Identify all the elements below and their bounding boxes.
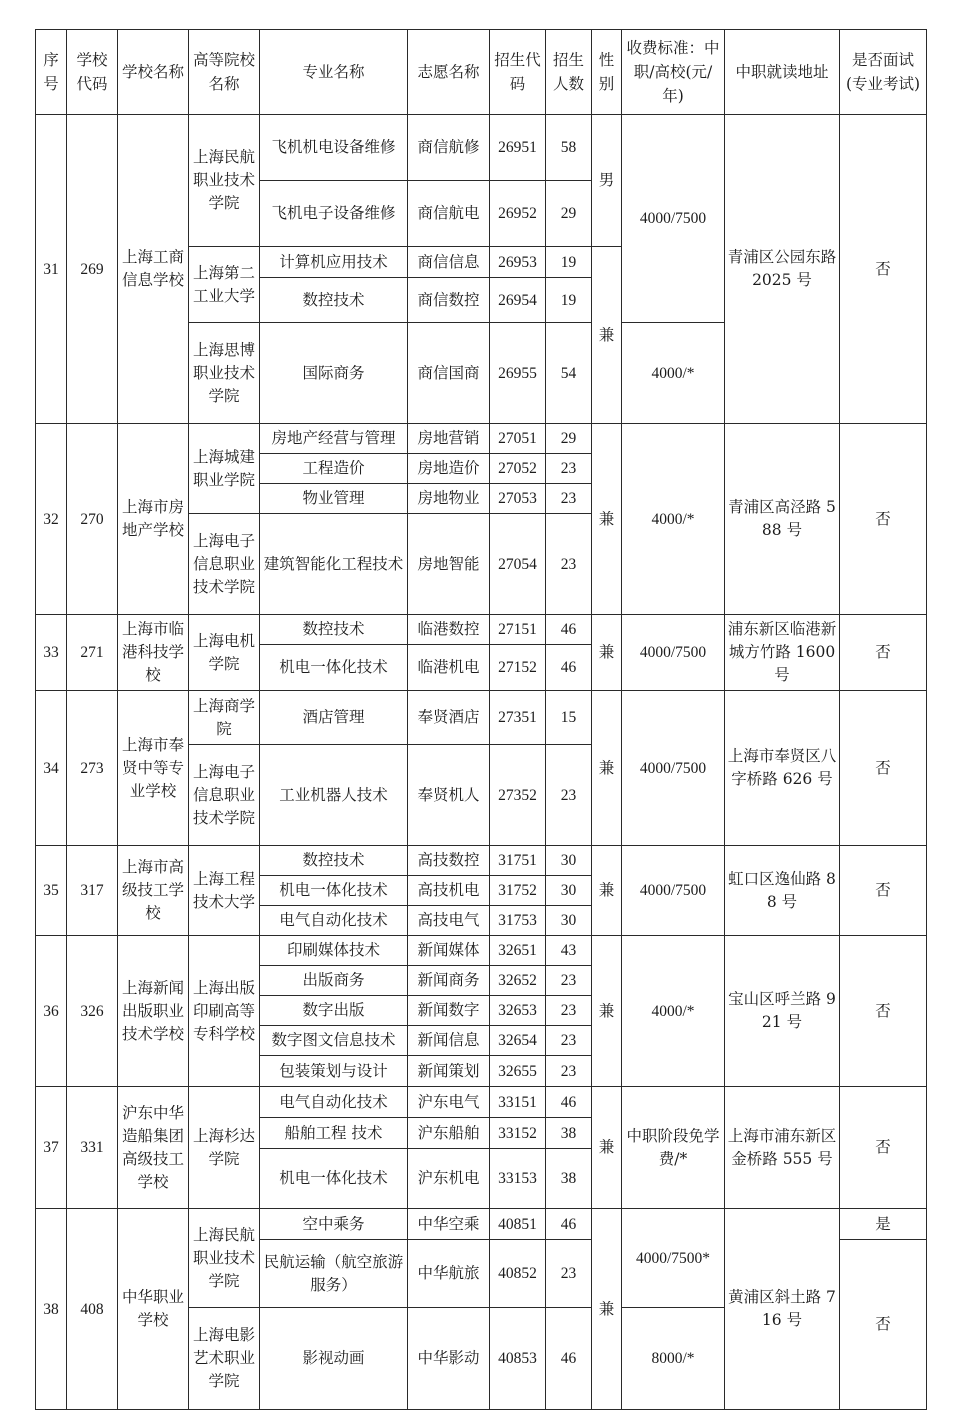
interview-cell: 否 <box>840 691 927 846</box>
wish-name-cell: 新闻媒体 <box>408 936 490 966</box>
seq-cell: 31 <box>36 115 67 424</box>
college-cell: 上海工程技术大学 <box>189 846 260 936</box>
school-code-cell: 326 <box>67 936 118 1087</box>
enroll-count-cell: 23 <box>546 454 592 484</box>
enroll-code-cell: 27152 <box>490 645 546 691</box>
fee-cell: 8000/* <box>622 1308 725 1410</box>
school-name-cell: 上海市临港科技学校 <box>118 615 189 691</box>
school-code-cell: 331 <box>67 1087 118 1209</box>
table-row <box>36 936 927 966</box>
major-cell: 空中乘务 <box>260 1209 408 1240</box>
wish-name-cell: 新闻信息 <box>408 1026 490 1056</box>
enroll-count-cell: 29 <box>546 181 592 247</box>
seq-cell: 38 <box>36 1209 67 1410</box>
wish-name-cell: 新闻商务 <box>408 966 490 996</box>
enroll-count-cell: 46 <box>546 615 592 645</box>
enroll-count-cell: 38 <box>546 1149 592 1209</box>
major-cell: 影视动画 <box>260 1308 408 1410</box>
enroll-code-cell: 33152 <box>490 1118 546 1149</box>
major-cell: 出版商务 <box>260 966 408 996</box>
school-name-cell: 中华职业学校 <box>118 1209 189 1410</box>
fee-cell: 4000/7500 <box>622 115 725 323</box>
table-row <box>36 115 927 181</box>
school-name-cell: 上海工商信息学校 <box>118 115 189 424</box>
enroll-count-cell: 54 <box>546 323 592 424</box>
header-address: 中职就读地址 <box>725 30 840 115</box>
interview-cell: 否 <box>840 846 927 936</box>
wish-name-cell: 高技数控 <box>408 846 490 876</box>
wish-name-cell: 高技机电 <box>408 876 490 906</box>
major-cell: 建筑智能化工程技术 <box>260 514 408 615</box>
major-cell: 国际商务 <box>260 323 408 424</box>
enroll-count-cell: 29 <box>546 424 592 454</box>
enroll-code-cell: 40852 <box>490 1240 546 1308</box>
enroll-code-cell: 27054 <box>490 514 546 615</box>
gender-cell: 男 <box>592 115 622 247</box>
fee-cell: 4000/7500* <box>622 1209 725 1308</box>
enroll-count-cell: 30 <box>546 906 592 936</box>
school-name-cell: 上海市房地产学校 <box>118 424 189 615</box>
gender-cell: 兼 <box>592 846 622 936</box>
enroll-count-cell: 38 <box>546 1118 592 1149</box>
wish-name-cell: 沪东机电 <box>408 1149 490 1209</box>
wish-name-cell: 商信航电 <box>408 181 490 247</box>
enroll-code-cell: 32651 <box>490 936 546 966</box>
major-cell: 船舶工程 技术 <box>260 1118 408 1149</box>
interview-cell: 否 <box>840 1240 927 1410</box>
major-cell: 物业管理 <box>260 484 408 514</box>
enroll-code-cell: 31753 <box>490 906 546 936</box>
college-cell: 上海电子信息职业技术学院 <box>189 514 260 615</box>
wish-name-cell: 中华航旅 <box>408 1240 490 1308</box>
wish-name-cell: 临港机电 <box>408 645 490 691</box>
major-cell: 工业机器人技术 <box>260 745 408 846</box>
table-row <box>36 691 927 745</box>
enroll-count-cell: 23 <box>546 966 592 996</box>
college-cell: 上海杉达学院 <box>189 1087 260 1209</box>
school-name-cell: 上海新闻出版职业技术学校 <box>118 936 189 1087</box>
enroll-count-cell: 23 <box>546 1240 592 1308</box>
fee-cell: 4000/* <box>622 323 725 424</box>
wish-name-cell: 奉贤机人 <box>408 745 490 846</box>
seq-cell: 37 <box>36 1087 67 1209</box>
fee-cell: 中职阶段免学费/* <box>622 1087 725 1209</box>
table-row <box>36 1209 927 1240</box>
enroll-code-cell: 33153 <box>490 1149 546 1209</box>
header-seq: 序号 <box>36 30 67 115</box>
enroll-count-cell: 46 <box>546 645 592 691</box>
wish-name-cell: 房地营销 <box>408 424 490 454</box>
interview-cell: 否 <box>840 115 927 424</box>
school-code-cell: 269 <box>67 115 118 424</box>
table-row <box>36 846 927 876</box>
college-cell: 上海商学院 <box>189 691 260 745</box>
major-cell: 飞机电子设备维修 <box>260 181 408 247</box>
enroll-code-cell: 32654 <box>490 1026 546 1056</box>
college-cell: 上海城建职业学院 <box>189 424 260 514</box>
wish-name-cell: 房地物业 <box>408 484 490 514</box>
fee-cell: 4000/* <box>622 936 725 1087</box>
major-cell: 机电一体化技术 <box>260 645 408 691</box>
college-cell: 上海民航职业技术学院 <box>189 1209 260 1308</box>
wish-name-cell: 中华空乘 <box>408 1209 490 1240</box>
enroll-count-cell: 58 <box>546 115 592 181</box>
table-row <box>36 1087 927 1118</box>
address-cell: 上海市浦东新区金桥路 555 号 <box>725 1087 840 1209</box>
header-enroll-count: 招生人数 <box>546 30 592 115</box>
interview-cell: 否 <box>840 1087 927 1209</box>
header-enroll-code: 招生代码 <box>490 30 546 115</box>
enroll-code-cell: 27053 <box>490 484 546 514</box>
enroll-count-cell: 15 <box>546 691 592 745</box>
header-interview: 是否面试(专业考试) <box>840 30 927 115</box>
major-cell: 数控技术 <box>260 846 408 876</box>
wish-name-cell: 商信信息 <box>408 247 490 278</box>
major-cell: 数字出版 <box>260 996 408 1026</box>
enroll-count-cell: 46 <box>546 1087 592 1118</box>
college-cell: 上海电子信息职业技术学院 <box>189 745 260 846</box>
table-row <box>36 615 927 645</box>
major-cell: 电气自动化技术 <box>260 1087 408 1118</box>
wish-name-cell: 房地造价 <box>408 454 490 484</box>
gender-cell: 兼 <box>592 1087 622 1209</box>
gender-cell: 兼 <box>592 936 622 1087</box>
enroll-count-cell: 19 <box>546 247 592 278</box>
address-cell: 浦东新区临港新城方竹路 1600 号 <box>725 615 840 691</box>
major-cell: 机电一体化技术 <box>260 876 408 906</box>
enroll-code-cell: 32652 <box>490 966 546 996</box>
major-cell: 数控技术 <box>260 278 408 323</box>
major-cell: 印刷媒体技术 <box>260 936 408 966</box>
header-wish-name: 志愿名称 <box>408 30 490 115</box>
major-cell: 房地产经营与管理 <box>260 424 408 454</box>
enroll-code-cell: 27052 <box>490 454 546 484</box>
seq-cell: 33 <box>36 615 67 691</box>
wish-name-cell: 新闻策划 <box>408 1056 490 1087</box>
enroll-code-cell: 26951 <box>490 115 546 181</box>
major-cell: 工程造价 <box>260 454 408 484</box>
wish-name-cell: 临港数控 <box>408 615 490 645</box>
seq-cell: 32 <box>36 424 67 615</box>
seq-cell: 36 <box>36 936 67 1087</box>
gender-cell: 兼 <box>592 691 622 846</box>
address-cell: 青浦区高泾路 588 号 <box>725 424 840 615</box>
major-cell: 计算机应用技术 <box>260 247 408 278</box>
school-code-cell: 408 <box>67 1209 118 1410</box>
enroll-count-cell: 23 <box>546 1056 592 1087</box>
fee-cell: 4000/* <box>622 424 725 615</box>
enroll-code-cell: 26955 <box>490 323 546 424</box>
wish-name-cell: 房地智能 <box>408 514 490 615</box>
wish-name-cell: 奉贤酒店 <box>408 691 490 745</box>
enroll-count-cell: 46 <box>546 1209 592 1240</box>
interview-cell: 否 <box>840 424 927 615</box>
wish-name-cell: 商信数控 <box>408 278 490 323</box>
header-fee: 收费标准：中职/高校(元/年) <box>622 30 725 115</box>
enrollment-table <box>35 29 927 1410</box>
address-cell: 上海市奉贤区八字桥路 626 号 <box>725 691 840 846</box>
college-cell: 上海民航职业技术学院 <box>189 115 260 247</box>
enroll-count-cell: 23 <box>546 514 592 615</box>
enroll-code-cell: 26952 <box>490 181 546 247</box>
wish-name-cell: 高技电气 <box>408 906 490 936</box>
interview-cell: 否 <box>840 936 927 1087</box>
enroll-code-cell: 32655 <box>490 1056 546 1087</box>
seq-cell: 35 <box>36 846 67 936</box>
enroll-count-cell: 19 <box>546 278 592 323</box>
enroll-code-cell: 27151 <box>490 615 546 645</box>
college-cell: 上海出版印刷高等专科学校 <box>189 936 260 1087</box>
enroll-count-cell: 23 <box>546 1026 592 1056</box>
address-cell: 宝山区呼兰路 921 号 <box>725 936 840 1087</box>
major-cell: 包装策划与设计 <box>260 1056 408 1087</box>
table-row <box>36 424 927 454</box>
enroll-code-cell: 32653 <box>490 996 546 1026</box>
enroll-code-cell: 26954 <box>490 278 546 323</box>
header-school-code: 学校代码 <box>67 30 118 115</box>
major-cell: 飞机机电设备维修 <box>260 115 408 181</box>
major-cell: 机电一体化技术 <box>260 1149 408 1209</box>
enroll-code-cell: 27352 <box>490 745 546 846</box>
header-college: 高等院校名称 <box>189 30 260 115</box>
major-cell: 酒店管理 <box>260 691 408 745</box>
enroll-code-cell: 27351 <box>490 691 546 745</box>
wish-name-cell: 商信航修 <box>408 115 490 181</box>
interview-cell: 否 <box>840 615 927 691</box>
fee-cell: 4000/7500 <box>622 846 725 936</box>
gender-cell: 兼 <box>592 1209 622 1410</box>
enroll-count-cell: 30 <box>546 876 592 906</box>
header-gender: 性别 <box>592 30 622 115</box>
gender-cell: 兼 <box>592 615 622 691</box>
major-cell: 数字图文信息技术 <box>260 1026 408 1056</box>
header-school-name: 学校名称 <box>118 30 189 115</box>
enroll-count-cell: 23 <box>546 996 592 1026</box>
address-cell: 青浦区公园东路 2025 号 <box>725 115 840 424</box>
college-cell: 上海电影艺术职业学院 <box>189 1308 260 1410</box>
header-row <box>36 30 927 115</box>
wish-name-cell: 商信国商 <box>408 323 490 424</box>
major-cell: 数控技术 <box>260 615 408 645</box>
enroll-code-cell: 31751 <box>490 846 546 876</box>
major-cell: 民航运输（航空旅游服务） <box>260 1240 408 1308</box>
gender-cell: 兼 <box>592 424 622 615</box>
enroll-code-cell: 26953 <box>490 247 546 278</box>
wish-name-cell: 沪东船舶 <box>408 1118 490 1149</box>
enroll-count-cell: 43 <box>546 936 592 966</box>
enroll-code-cell: 40851 <box>490 1209 546 1240</box>
fee-cell: 4000/7500 <box>622 691 725 846</box>
fee-cell: 4000/7500 <box>622 615 725 691</box>
school-code-cell: 317 <box>67 846 118 936</box>
enroll-code-cell: 27051 <box>490 424 546 454</box>
college-cell: 上海第二工业大学 <box>189 247 260 323</box>
wish-name-cell: 中华影动 <box>408 1308 490 1410</box>
interview-cell: 是 <box>840 1209 927 1240</box>
gender-cell: 兼 <box>592 247 622 424</box>
school-code-cell: 271 <box>67 615 118 691</box>
school-name-cell: 沪东中华造船集团高级技工学校 <box>118 1087 189 1209</box>
enroll-code-cell: 33151 <box>490 1087 546 1118</box>
school-name-cell: 上海市奉贤中等专业学校 <box>118 691 189 846</box>
header-major: 专业名称 <box>260 30 408 115</box>
address-cell: 虹口区逸仙路 88 号 <box>725 846 840 936</box>
enroll-code-cell: 40853 <box>490 1308 546 1410</box>
wish-name-cell: 新闻数字 <box>408 996 490 1026</box>
school-code-cell: 270 <box>67 424 118 615</box>
enroll-code-cell: 31752 <box>490 876 546 906</box>
enroll-count-cell: 23 <box>546 484 592 514</box>
college-cell: 上海思博职业技术学院 <box>189 323 260 424</box>
seq-cell: 34 <box>36 691 67 846</box>
school-code-cell: 273 <box>67 691 118 846</box>
major-cell: 电气自动化技术 <box>260 906 408 936</box>
enroll-count-cell: 30 <box>546 846 592 876</box>
enroll-count-cell: 46 <box>546 1308 592 1410</box>
wish-name-cell: 沪东电气 <box>408 1087 490 1118</box>
college-cell: 上海电机学院 <box>189 615 260 691</box>
school-name-cell: 上海市高级技工学校 <box>118 846 189 936</box>
enroll-count-cell: 23 <box>546 745 592 846</box>
address-cell: 黄浦区斜土路 716 号 <box>725 1209 840 1410</box>
